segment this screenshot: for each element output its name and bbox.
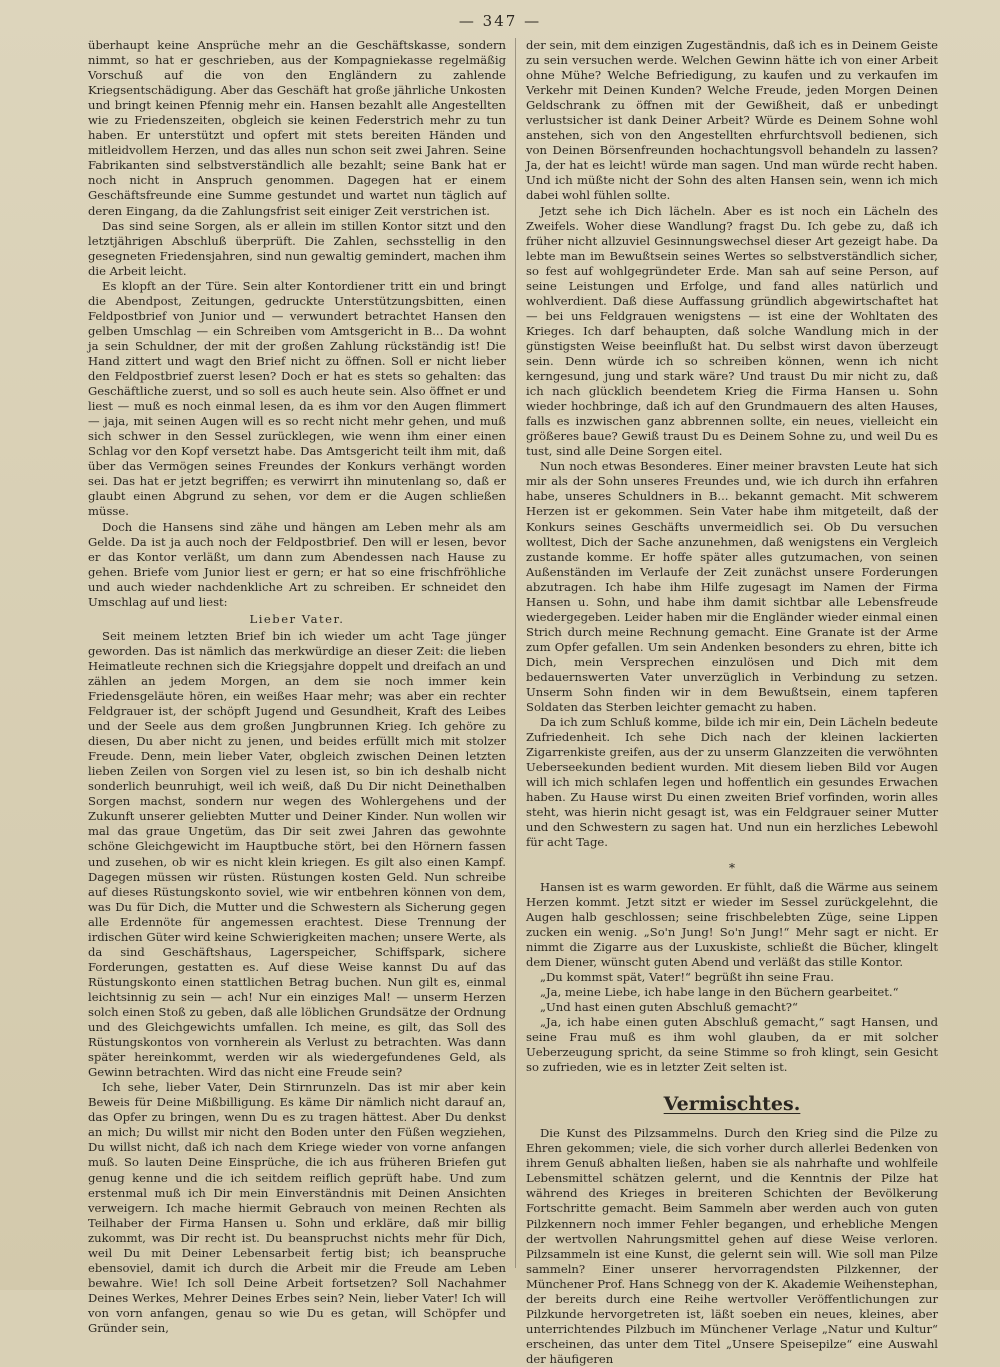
paragraph: „Ja, ich habe einen guten Abschluß gemacht,“ sagt Hansen, und seine Frau muß es ihm wohl glauben, da er mit solcher Ueberzeugung spricht, da seine Stimme so froh klingt, sein Gesicht so zufrieden, wie es in letzter Zeit selten ist. — [526, 1015, 938, 1075]
page-number: — 347 — — [458, 12, 542, 30]
paragraph: Seit meinem letzten Brief bin ich wieder um acht Tage jünger geworden. Das ist nämlich das merkwürdige an dieser Zeit: die lieben Heimatleute rechnen sich die Kriegsjahre doppelt und dreifach an und zählen an jedem Morgen, an dem sie noch immer kein Friedensgeläute hören, ein weißes Haar mehr; was aber ein rechter Feldgrauer ist, der schöpft Jugend und Gesundheit, Kraft des Leibes und der Seele aus dem großen Jungbrunnen Krieg. Ich gehöre zu diesen, Du aber nicht zu jenen, und beides erfüllt mich mit stolzer Freude. Denn, mein lieber Vater, obgleich zwischen Deinen letzten lieben Zeilen von Sorgen viel zu lesen ist, so bin ich deshalb nicht sonderlich beunruhigt, weil ich weiß, daß Du Dir nicht Deinethalben Sorgen machst, sondern nur wegen des Wohlergehens und der Zukunft unserer geliebten Mutter und Deiner Kinder. Nun wollen wir mal das graue Ungetüm, das Dir seit zwei Jahren das gewohnte schöne Gleichgewicht im Hauptbuche stört, bei den Hörnern fassen und zusehen, ob wir es nicht klein kriegen. Es gilt also einen Kampf. Dagegen müssen wir rüsten. Rüstungen kosten Geld. Nun schreibe auf dieses Rüstungskonto soviel, wie wir entbehren können von dem, was Du für Dich, die Mutter und die Schwestern als Sicherung gegen alle Erdennöte für angemessen erachtest. Diese Trennung der irdischen Güter wird keine Schwierigkeiten machen; unsere Werte, als da sind Geschäftshaus, Lagerspeicher, Schiffspark, sichere Forderungen, gestatten es. Auf diese Weise kannst Du auf das Rüstungskonto einen stattlichen Betrag buchen. Nun gilt es, einmal leichtsinnig zu sein — ach! Nur ein einziges Mal! — unserm Herzen solch einen Stoß zu geben, daß alle löblichen Grundsätze der Ordnung und des Gleichgewichts umfallen. Ich meine, es gilt, das Soll des Rüstungskontos von vornherein als Verlust zu betrachten. Was dann später hereinkommt, werden wir als wiedergefundenes Geld, als Gewinn betrachten. Wird das nicht eine Freude sein? — [88, 628, 506, 1080]
left-column — [88, 38, 506, 1335]
paragraph: Ich sehe, lieber Vater, Dein Stirnrunzeln. Das ist mir aber kein Beweis für Deine Mißbilligung. Es käme Dir nämlich nicht darauf an, das Opfer zu bringen, wenn Du es zu tragen hättest. Aber Du denkst an mich; Du willst mir nicht den Boden unter den Füßen wegziehen, Du willst nicht, daß ich nach dem Kriege wieder von vorne anfangen muß. So lauten Deine Einsprüche, die ich aus früheren Briefen gut genug kenne und die ich seitdem reiflich geprüft habe. Und zum erstenmal muß ich Dir mein Einverständnis mit Deinen Ansichten verweigern. Ich mache hiermit Gebrauch von meinen Rechten als Teilhaber der Firma Hansen u. Sohn und erkläre, daß mir billig zukommt, was Dir recht ist. Du beanspruchst nichts mehr für Dich, weil Du mit Deiner Lebensarbeit fertig bist; ich beanspruche ebensoviel, damit ich durch die Arbeit mir die Freude am Leben bewahre. Wie! Ich soll Deine Arbeit fortsetzen? Soll Nachahmer Deines Werkes, Mehrer Deines Erbes sein? Nein, lieber Vater! Ich will von vorn anfangen, genau so wie Du es getan, will Schöpfer und Gründer sein, — [88, 1080, 506, 1335]
paragraph: der sein, mit dem einzigen Zugeständnis, daß ich es in Deinem Geiste zu sein versuchen werde. Welchen Gewinn hätte ich von einer Arbeit ohne Mühe? Welche Befriedigung, zu kaufen und zu verkaufen im Verkehr mit Deinen Kunden? Welche Freude, jeden Morgen Deinen Geldschrank zu öffnen mit der Gewißheit, daß er unbedingt verlustsicher ist dank Deiner Arbeit? Würde es Deinem Sohne wohl anstehen, sich von den Angestellten ehrfurchtsvoll bedienen, sich von Deinen Börsenfreunden hochachtungsvoll behandeln zu lassen? Ja, der hat es leicht! würde man sagen. Und man würde recht haben. Und ich müßte nicht der Sohn des alten Hansen sein, wenn ich mich dabei wohl fühlen sollte. — [526, 38, 938, 203]
paragraph: Jetzt sehe ich Dich lächeln. Aber es ist noch ein Lächeln des Zweifels. Woher diese Wandlung? fragst Du. Ich gebe zu, daß ich früher nicht allzuviel Gesinnungswechsel dieser Art gezeigt habe. Da lebte man im Bewußtsein seines Wertes so selbstverständlich sicher, so fest auf wohlgegründeter Erde. Man sah auf seine Person, auf seine Leistungen und Erfolge, und fand alles natürlich und wohlverdient. Daß diese Auffassung gründlich abgewirtschaftet hat — bei uns Feldgrauen wenigstens — ist eine der Wohltaten des Krieges. Ich darf behaupten, daß solche Wandlung mich in der günstigsten Weise beeinflußt hat. Du selbst wirst davon überzeugt sein. Denn würde ich so schreiben können, wenn ich nicht kerngesund, jung und stark wäre? Und traust Du mir nicht zu, daß ich nach glücklich beendetem Krieg die Firma Hansen u. Sohn wieder hochbringe, daß ich auf den Grundmauern des alten Hauses, falls es inzwischen ganz abbrennen sollte, ein neues, vielleicht ein größeres baue? Gewiß traust Du es Deinem Sohne zu, und weil Du es tust, sind alle Deine Sorgen eitel. — [526, 203, 938, 459]
section-heading: Vermischtes. — [663, 1093, 801, 1116]
paragraph: Da ich zum Schluß komme, bilde ich mir ein, Dein Lächeln bedeute Zufriedenheit. Ich sehe Dich nach der kleinen lackierten Zigarrenkiste greifen, aus der zu unserm Glanzzeiten die verwöhnten Ueberseekunden bedient wurden. Mit diesem lieben Bild vor Augen will ich mich schlafen legen und hoffentlich ein gesundes Erwachen haben. Zu Hause wirst Du einen zweiten Brief vorfinden, worin alles steht, was hierin nicht gesagt ist, was ein Feldgrauer seiner Mutter und den Schwestern zu sagen hat. Und nun ein herzliches Lebewohl für acht Tage. — [526, 715, 938, 850]
section-separator: * — [729, 860, 735, 875]
right-column — [526, 38, 938, 1366]
paragraph: Die Kunst des Pilzsammelns. Durch den Krieg sind die Pilze zu Ehren gekommen; viele, die sich vorher durch allerlei Bedenken von ihrem Genuß abhalten ließen, haben sie als nahrhafte und wohlfeile Lebensmittel schätzen gelernt, und die Kenntnis der Pilze hat während des Krieges in breiteren Schichten der Bevölkerung Fortschritte gemacht. Beim Sammeln aber werden auch von guten Pilzkennern noch immer Fehler begangen, und erhebliche Mengen der wertvollen Nahrungsmittel gehen auf diese Weise verloren. Pilzsammeln ist eine Kunst, die gelernt sein will. Wie soll man Pilze sammeln? Einer unserer hervorragendsten Pilzkenner, der Münchener Prof. Hans Schnegg von der K. Akademie Weihenstephan, der bereits durch eine Reihe wertvoller Veröffentlichungen zur Pilzkunde hervorgetreten ist, läßt soeben ein neues, kleines, aber unterrichtendes Pilzbuch im Münchener Verlage „Natur und Kultur“ erscheinen, das unter dem Titel „Unsere Speisepilze“ eine Auswahl der häufigeren — [526, 1126, 938, 1366]
paragraph: Es klopft an der Türe. Sein alter Kontordiener tritt ein und bringt die Abendpost, Zeitungen, gedruckte Unterstützungsbitten, einen Feldpostbrief von Junior und — verwundert betrachtet Hansen den gelben Umschlag — ein Schreiben vom Amtsgericht in B... Da wohnt ja sein Schuldner, der mit der großen Zahlung rückständig ist! Die Hand zittert und wagt den Brief nicht zu öffnen. Soll er nicht lieber den Feldpostbrief zuerst lesen? Doch er hat es stets so gehalten: das Geschäftliche zuerst, und so soll es auch heute sein. Also öffnet er und liest — muß es noch einmal lesen, da es ihm vor den Augen flimmert — jaja, mit seinen Augen will es so recht nicht mehr gehen, und muß sich schwer in den Sessel zurücklegen, wie wenn ihm einer einen Schlag vor den Kopf versetzt habe. Das Amtsgericht teilt ihm mit, daß über das Vermögen seines Freundes der Konkurs verhängt worden sei. Das hat er jetzt begriffen; es verwirrt ihn minutenlang so, daß er glaubt einen Abgrund zu sehen, vor dem er die Augen schließen müsse. — [88, 278, 506, 519]
paragraph: Doch die Hansens sind zähe und hängen am Leben mehr als am Gelde. Da ist ja auch noch der Feldpostbrief. Den will er lesen, bevor er das Kontor verläßt, um dann zum Abendessen nach Hause zu gehen. Briefe vom Junior liest er gern; er hat so eine frischfröhliche und auch wieder nachdenkliche Art zu schreiben. Er schneidet den Umschlag auf und liest: — [88, 519, 506, 609]
paragraph: Das sind seine Sorgen, als er allein im stillen Kontor sitzt und den letztjährigen Abschluß überprüft. Die Zahlen, sechsstellig in den gesegneten Friedensjahren, sind nun gewaltig gemindert, machen ihm die Arbeit leicht. — [88, 218, 506, 278]
paragraph: Nun noch etwas Besonderes. Einer meiner bravsten Leute hat sich mir als der Sohn unseres Freundes und, wie ich durch ihn erfahren habe, unseres Schuldners in B... bekannt gemacht. Mit schwerem Herzen ist er gekommen. Sein Vater habe ihm mitgeteilt, daß der Konkurs seines Geschäfts unvermeidlich sei. Ob Du versuchen wolltest, Dich der Sache anzunehmen, daß wenigstens ein Vergleich zustande komme. Er hoffe später alles gutzumachen, von seinen Außenständen im Verlaufe der Zeit zunächst unsere Forderungen abzutragen. Ich habe ihm Hilfe zugesagt im Namen der Firma Hansen u. Sohn, und habe ihm damit sichtbar alle Lebensfreude wiedergegeben. Leider haben mir die Engländer wieder einmal einen Strich durch meine Rechnung gemacht. Eine Granate ist der Arme zum Opfer gefallen. Um sein Andenken besonders zu ehren, bitte ich Dich, mein Versprechen einzulösen und Dich mit dem bedauernswerten Vater unverzüglich in Verbindung zu setzen. Unserm Sohn finden wir in dem Bewußtsein, einem tapferen Soldaten das Sterben leichter gemacht zu haben. — [526, 459, 938, 715]
paragraph: Hansen ist es warm geworden. Er fühlt, daß die Wärme aus seinem Herzen kommt. Jetzt sitzt er wieder im Sessel zurückgelehnt, die Augen halb geschlossen; seine frischbelebten Züge, seine Lippen zucken ein wenig. „So'n Jung! So'n Jung!“ Mehr sagt er nicht. Er nimmt die Zigarre aus der Luxuskiste, schließt die Bücher, klingelt dem Diener, wünscht guten Abend und verläßt das stille Kontor. — [526, 879, 938, 969]
paragraph: überhaupt keine Ansprüche mehr an die Geschäftskasse, sondern nimmt, so hat er geschrieben, aus der Kompagniekasse regelmäßig Vorschuß auf die von den Engländern zu zahlende Kriegsentschädigung. Aber das Geschäft hat große jährliche Unkosten und bringt keinen Pfennig mehr ein. Hansen bezahlt alle Angestellten wie zu Friedenszeiten, obgleich sie keinen Federstrich mehr zu tun haben. Er unterstützt und opfert mit stets bereiten Händen und mitleidvollem Herzen, und das alles nun schon seit zwei Jahren. Seine Fabrikanten sind selbstverständlich alle bezahlt; seine Bank hat er noch nicht in Anspruch genommen. Dagegen hat er einem Geschäftsfreunde eine Summe gestundet und wartet nun täglich auf deren Eingang, da die Zahlungsfrist seit einiger Zeit verstrichen ist. — [88, 38, 506, 218]
letter-salutation: Lieber Vater. — [249, 611, 345, 626]
dialog-line: „Und hast einen guten Abschluß gemacht?“ — [540, 999, 798, 1014]
dialog-line: „Du kommst spät, Vater!“ begrüßt ihn seine Frau. — [540, 969, 834, 984]
dialog-line: „Ja, meine Liebe, ich habe lange in den Büchern gearbeitet.“ — [540, 984, 899, 999]
column-divider — [515, 38, 516, 1268]
